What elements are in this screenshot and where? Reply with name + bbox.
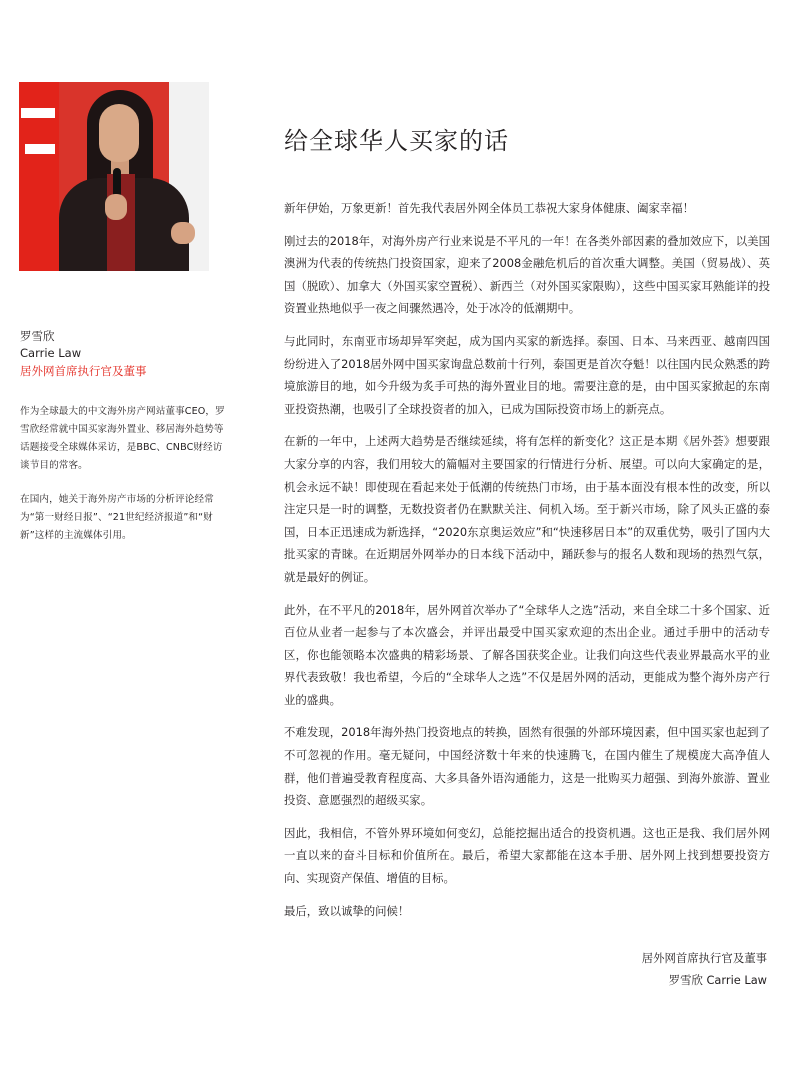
author-title: 居外网首席执行官及董事 bbox=[20, 364, 147, 378]
bio-paragraph: 作为全球最大的中文海外房产网站董事CEO，罗雪欣经常就中国买家海外置业、移居海外趋势等话题接受全球媒体采访，是BBC、CNBC财经访谈节目的常客。 bbox=[20, 406, 225, 471]
letter-paragraph: 不难发现，2018年海外热门投资地点的转换，固然有很强的外部环境因素，但中国买家也起到了不可忽视的作用。毫无疑问，中国经济数十年来的快速腾飞，在国内催生了规模庞大高净值人群，他们普遍受教育程度高、大多具备外语沟通能力，这是一批购买力超强、到海外旅游、置业投资、意愿强烈的超级买家。 bbox=[284, 725, 770, 808]
author-name-english: Carrie Law bbox=[20, 346, 82, 360]
letter-body bbox=[284, 197, 770, 932]
signature-name: 罗雪欣 Carrie Law bbox=[668, 973, 767, 987]
author-bio bbox=[20, 403, 230, 561]
signature-title: 居外网首席执行官及董事 bbox=[641, 951, 767, 965]
bio-paragraph: 在国内，她关于海外房产市场的分析评论经常为“第一财经日报”、“21世纪经济报道”和“财新”这样的主流媒体引用。 bbox=[20, 494, 214, 541]
letter-paragraph: 因此，我相信，不管外界环境如何变幻，总能挖掘出适合的投资机遇。这也正是我、我们居外网一直以来的奋斗目标和价值所在。最后，希望大家都能在这本手册、居外网上找到想要投资方向、实现资产保值、增值的目标。 bbox=[284, 825, 770, 886]
letter-paragraph: 刚过去的2018年，对海外房产行业来说是不平凡的一年！在各类外部因素的叠加效应下，以美国澳洲为代表的传统热门投资国家，迎来了2008金融危机后的首次重大调整。美国（贸易战）、英国（脱欧）、加拿大（外国买家空置税）、新西兰（对外国买家限购），这些中国买家耳熟能详的投资置业热地似乎一夜之间骤然遇冷，处于冰冷的低潮期中。 bbox=[284, 233, 770, 316]
author-name-chinese: 罗雪欣 bbox=[20, 329, 55, 343]
portrait-photo bbox=[19, 82, 209, 271]
page-title: 给全球华人买家的话 bbox=[284, 127, 509, 155]
letter-paragraph: 最后，致以诚挚的问候！ bbox=[284, 903, 410, 918]
letter-paragraph: 与此同时，东南亚市场却异军突起，成为国内买家的新选择。泰国、日本、马来西亚、越南四国纷纷进入了2018居外网中国买家询盘总数前十行列，泰国更是首次夺魁！以往国内民众熟悉的跨境旅游目的地，如今升级为炙手可热的海外置业目的地。需要注意的是，由中国买家掀起的东南亚投资热潮，也吸引了全球投资者的加入，已成为国际投资市场上的新亮点。 bbox=[284, 333, 770, 416]
letter-paragraph: 此外，在不平凡的2018年，居外网首次举办了“全球华人之选”活动，来自全球二十多个国家、近百位从业者一起参与了本次盛会，并评出最受中国买家欢迎的杰出企业。通过手册中的活动专区，你也能领略本次盛典的精彩场景、了解各国获奖企业。让我们向这些代表业界最高水平的业界代表致敬！我也希望，今后的“全球华人之选”不仅是居外网的活动，更能成为整个海外房产行业的盛典。 bbox=[284, 602, 770, 707]
letter-paragraph: 在新的一年中，上述两大趋势是否继续延续，将有怎样的新变化？这正是本期《居外荟》想要跟大家分享的内容，我们用较大的篇幅对主要国家的行情进行分析、展望。可以向大家确定的是，机会永远不缺！即使现在看起来处于低潮的传统热门市场，由于基本面没有根本性的改变，所以注定只是一时的调整，无数投资者仍在默默关注、伺机入场。至于新兴市场，除了风头正盛的泰国，日本正迅速成为新选择，“2020东京奥运效应”和“快速移居日本”的双重优势，吸引了国内大批买家的青睐。在近期居外网举办的日本线下活动中，踊跃参与的报名人数和现场的热烈气氛，就是最好的例证。 bbox=[284, 434, 770, 584]
letter-paragraph: 新年伊始，万象更新！首先我代表居外网全体员工恭祝大家身体健康、阖家幸福！ bbox=[284, 201, 695, 215]
